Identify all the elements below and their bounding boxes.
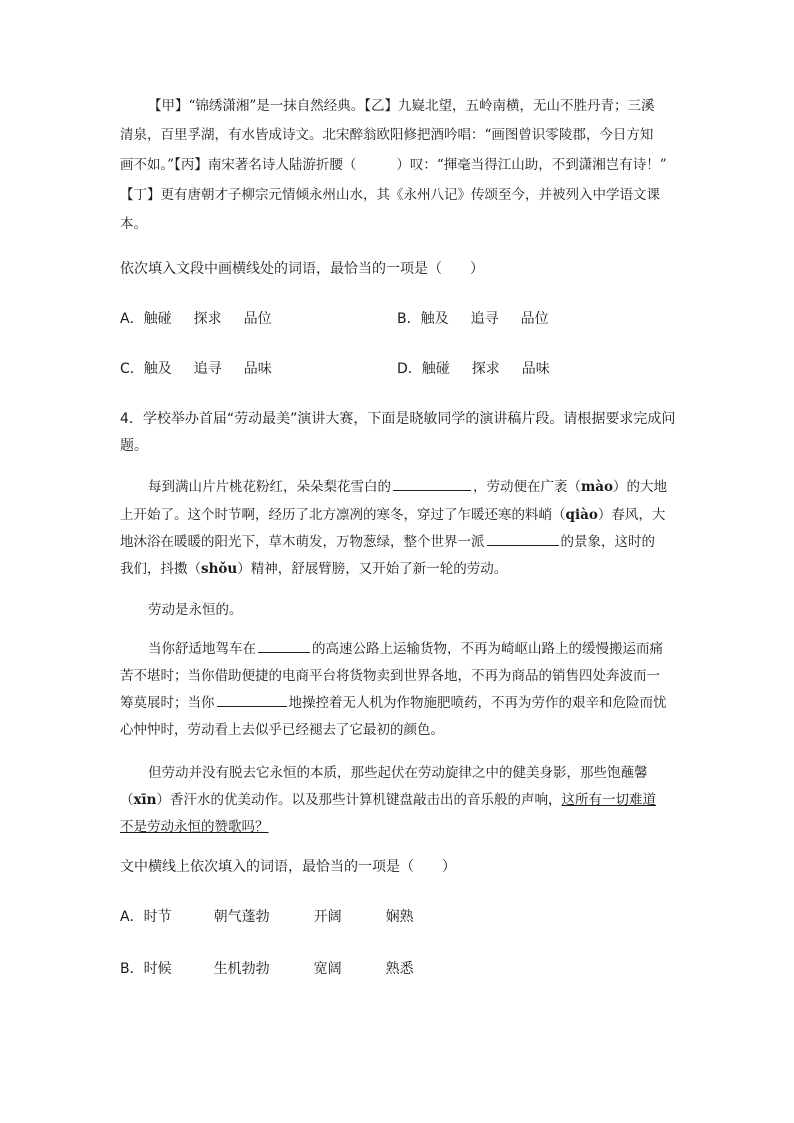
option-word: 开阔 — [313, 909, 342, 925]
speech-text: 每到满山片片桃花粉红，朵朵梨花雪白的 — [148, 479, 391, 495]
option-word: 时候 — [143, 961, 172, 977]
fill-blank[interactable] — [393, 489, 471, 491]
pinyin: xīn — [133, 792, 157, 808]
pinyin: mào — [581, 479, 614, 495]
option-word: 品位 — [520, 311, 549, 327]
speech-line — [120, 691, 667, 711]
option-label: C． — [120, 361, 144, 377]
passage-text: 画不如。”【丙】南宋著名诗人陆游折腰（ — [120, 157, 357, 173]
speech-line — [148, 637, 663, 657]
underlined-sentence: 这所有一切难道 — [561, 792, 656, 808]
speech-line: 但劳动并没有脱去它永恒的本质，那些起伏在劳动旋律之中的健美身影，那些饱蘸馨 — [148, 765, 648, 781]
speech-text: 当你舒适地驾车在 — [148, 641, 256, 657]
option-label: B． — [120, 961, 144, 977]
option-label: A． — [120, 311, 144, 327]
passage-line: 本。 — [120, 216, 147, 232]
speech-text: ）的大地 — [613, 479, 668, 495]
pinyin: qiào — [565, 507, 598, 523]
speech-text: 上开始了。这个时节啊，经历了北方凛冽的寒冬，穿过了乍暖还寒的料峭（ — [120, 507, 566, 523]
speech-line — [120, 530, 655, 550]
speech-text: 我们，抖擞（ — [120, 561, 201, 577]
question-stem: 4．学校举办首届“劳动最美”演讲大赛，下面是晓敏同学的演讲稿片段。请根据要求完成问 — [120, 411, 676, 427]
option-word: 触碰 — [421, 361, 450, 377]
speech-text: ）香汗水的优美动作。以及那些计算机键盘敲击出的音乐般的声响， — [156, 792, 562, 808]
speech-text: 的高速公路上运输货物，不再为崎岖山路上的缓慢搬运而痛 — [312, 641, 663, 657]
option-a[interactable] — [120, 308, 272, 328]
option-word: 追寻 — [470, 311, 499, 327]
speech-line — [120, 788, 656, 808]
option-b[interactable] — [120, 958, 414, 978]
speech-text: 的景象，这时的 — [560, 534, 655, 550]
question-stem: 文中横线上依次填入的词语，最恰当的一项是（ ） — [120, 859, 456, 875]
option-word: 宽阔 — [313, 961, 342, 977]
option-word: 触及 — [143, 361, 172, 377]
speech-line — [120, 503, 665, 523]
speech-line — [120, 557, 507, 577]
option-word: 品味 — [243, 361, 272, 377]
option-word: 朝气蓬勃 — [213, 909, 270, 925]
option-word: 生机勃勃 — [213, 961, 270, 977]
passage-line — [120, 153, 667, 173]
speech-line: 苦不堪时；当你借助便捷的电商平台将货物卖到世界各地，不再为商品的销售四处奔波而一 — [120, 668, 660, 684]
option-word: 探求 — [193, 311, 222, 327]
passage-line: 【丁】更有唐朝才子柳宗元情倾永州山水，其《永州八记》传颂至今，并被列入中学语文课 — [120, 187, 660, 203]
option-b[interactable] — [397, 308, 549, 328]
option-a[interactable] — [120, 906, 414, 926]
pinyin: shǒu — [201, 561, 238, 577]
option-word: 触及 — [420, 311, 449, 327]
option-c[interactable] — [120, 358, 272, 378]
fill-blank[interactable] — [217, 705, 287, 707]
speech-text: ，劳动便在广袤（ — [473, 479, 581, 495]
option-word: 探求 — [471, 361, 500, 377]
option-word: 时节 — [143, 909, 172, 925]
passage-text: ）叹：“揮毫当得江山助，不到潇湘岂有诗！” — [396, 157, 667, 173]
speech-text: 地操控着无人机为作物施肥喷药，不再为劳作的艰辛和危险而忧 — [288, 695, 667, 711]
passage-line: 【甲】“锦绣潇湘”是一抹自然经典。【乙】九嶷北望，五岭南横，无山不胜丹青；三溪 — [148, 98, 655, 114]
speech-line — [148, 475, 667, 495]
option-word: 品味 — [521, 361, 550, 377]
question-stem: 依次填入文段中画横线处的词语，最恰当的一项是（ ） — [120, 261, 484, 277]
option-label: D． — [397, 361, 422, 377]
speech-text: ）春风，大 — [597, 507, 666, 523]
option-d[interactable] — [397, 358, 550, 378]
option-word: 品位 — [243, 311, 272, 327]
option-word: 触碰 — [143, 311, 172, 327]
fill-blank[interactable] — [487, 544, 559, 546]
speech-text: 地沐浴在暖暖的阳光下，草木萌发，万物葱绿，整个世界一派 — [120, 534, 485, 550]
passage-line: 清泉，百里孚湖，有水皆成诗文。北宋醉翁欧阳修把酒吟唱：“画图曾识零陵郡，今日方知 — [120, 127, 654, 143]
underlined-sentence: 不是劳动永恒的赞歌吗？ — [120, 819, 269, 835]
option-label: B． — [397, 311, 421, 327]
speech-line: 劳动是永恒的。 — [148, 602, 243, 618]
speech-text: 筹莫展时；当你 — [120, 695, 215, 711]
option-word: 熟悉 — [385, 961, 414, 977]
option-word: 娴熟 — [385, 909, 414, 925]
fill-blank[interactable] — [258, 651, 310, 653]
option-label: A． — [120, 909, 144, 925]
option-word: 追寻 — [193, 361, 222, 377]
speech-text: ）精神，舒展臂膀，又开始了新一轮的劳动。 — [237, 561, 508, 577]
question-stem: 题。 — [120, 438, 148, 454]
speech-text: （ — [120, 792, 134, 808]
speech-line: 心忡忡时，劳动看上去似乎已经褪去了它最初的颜色。 — [120, 722, 444, 738]
